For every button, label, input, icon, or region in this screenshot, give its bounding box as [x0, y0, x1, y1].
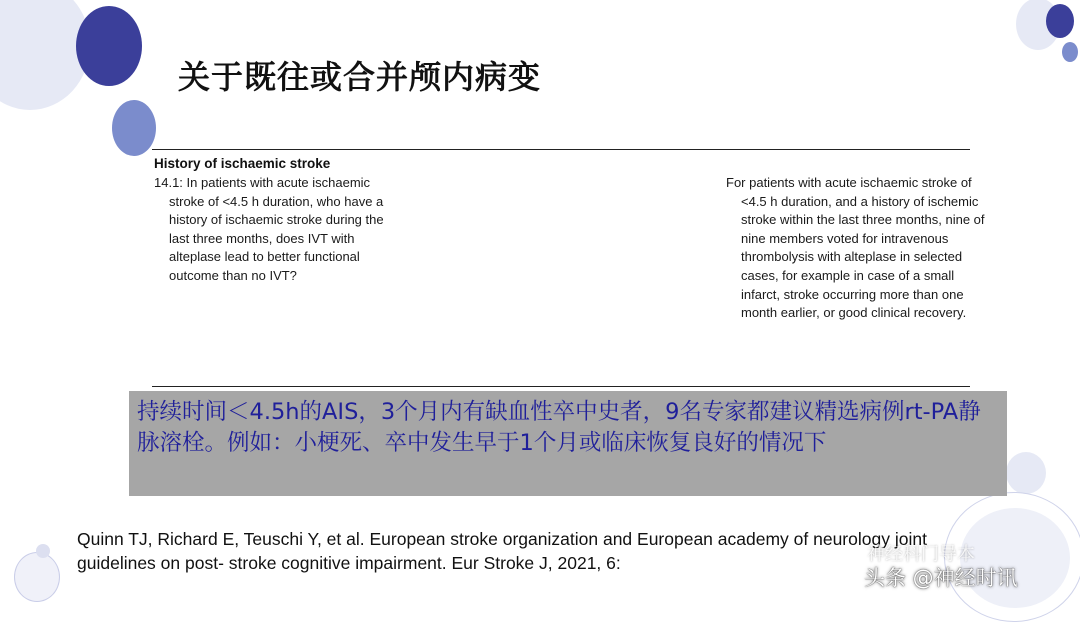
table-top-rule — [152, 149, 970, 150]
table-answer-text: For patients with acute ischaemic stroke of <4.5 h duration, and a history of ischemic stroke within the last three months, nine of nine members voted for intravenous thrombolysis with alteplase in selected cases, for example in case of a small infarct, stroke occurring more than one month earlier, or good clinical recovery. — [726, 175, 985, 321]
decorative-circle-bottom-left-ring — [14, 552, 60, 602]
table-question-text: 14.1: In patients with acute ischaemic stroke of <4.5 h duration, who have a history of ischaemic stroke during the last three months, does IVT with alteplase lead to better functional outcome than no IVT? — [154, 175, 384, 283]
decorative-circle-bottom-left-small — [36, 544, 50, 558]
decorative-circle-bottom-right-fill — [960, 508, 1070, 608]
decorative-circle-mid — [112, 100, 156, 156]
decorative-circle-top-right-dark — [1046, 4, 1074, 38]
reference-citation: Quinn TJ, Richard E, Teuschi Y, et al. European stroke organization and European academy of neurology joint guidelines on post- stroke cognitive impairment. Eur Stroke J, 2021, 6: — [77, 529, 927, 573]
decorative-circle-top-right-mid — [1062, 42, 1078, 62]
decorative-circle-dark — [76, 6, 142, 86]
table-bottom-rule — [152, 386, 970, 387]
slide-title: 关于既往或合并颅内病变 — [178, 58, 542, 96]
watermark-text: 神经科门导本 — [867, 544, 975, 565]
source-tag: 头条 @神经时讯 — [864, 566, 1018, 590]
summary-callout: 持续时间＜4.5h的AIS，3个月内有缺血性卒中史者，9名专家都建议精选病例rt-PA静脉溶栓。例如：小梗死、卒中发生早于1个月或临床恢复良好的情况下 — [129, 391, 1007, 496]
decorative-circle-bottom-right-light — [1006, 452, 1046, 494]
table-heading: History of ischaemic stroke — [154, 156, 331, 171]
